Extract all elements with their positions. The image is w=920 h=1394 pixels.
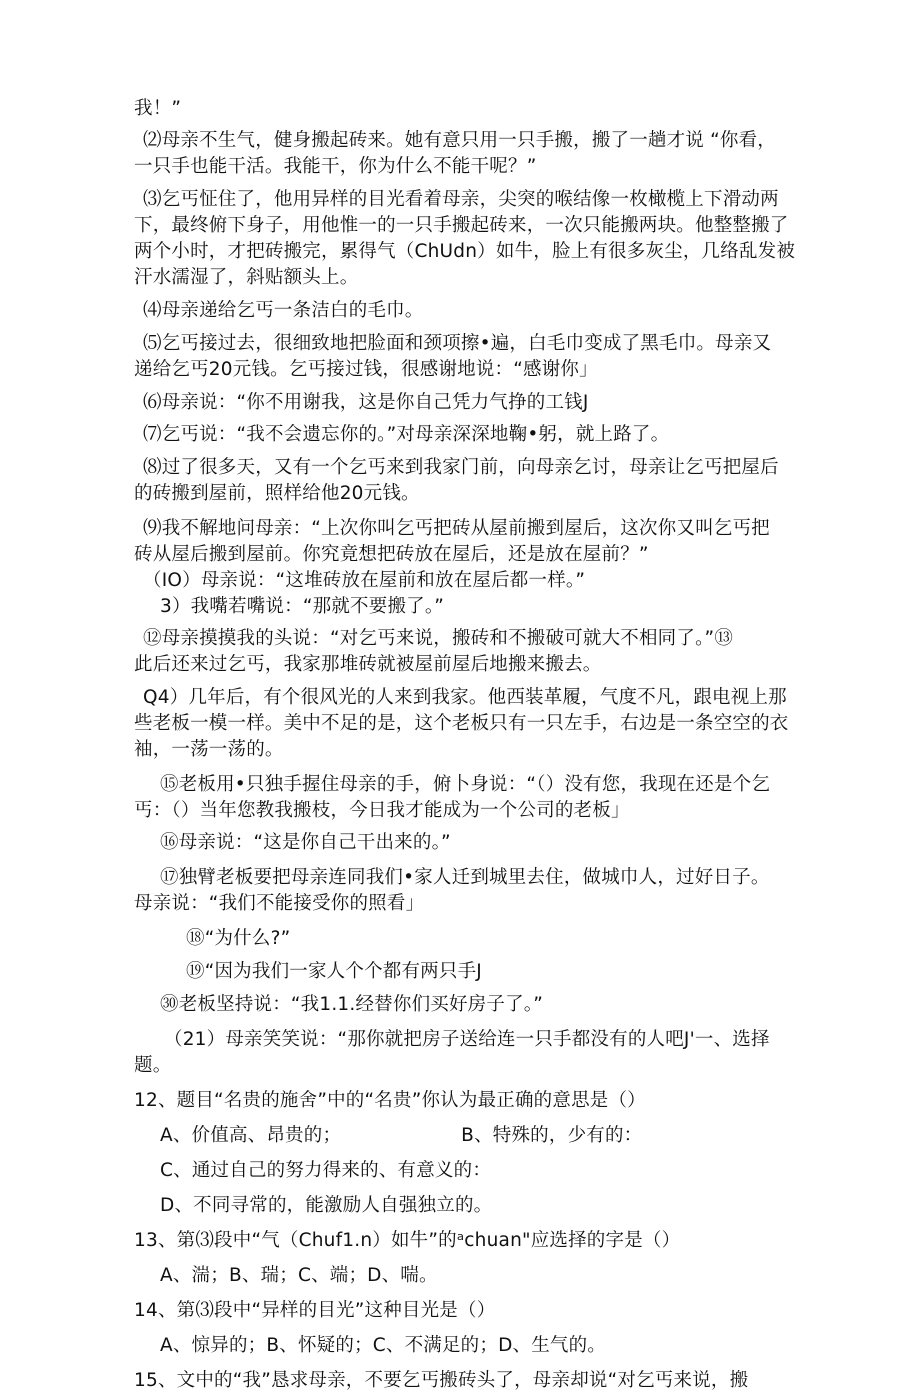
paragraph-11: 3）我嘴若嘴说：“那就不要搬了。”	[160, 596, 445, 617]
passage-line: 下，最终俯下身子，用他惟一的一只手搬起砖来，一次只能搬两块。他整整搬了	[134, 215, 789, 236]
question-14-stem: 14、第⑶段中“异样的目光”这种目光是（）	[134, 1300, 496, 1321]
question-14-options: A、惊异的；B、怀疑的；C、不满足的；D、生气的。	[160, 1335, 607, 1356]
paragraph-20: ㉚老板坚持说：“我1.1.经替你们买好房子了。”	[160, 994, 544, 1015]
paragraph-12: ⑫母亲摸摸我的头说：“对乞丐来说，搬砖和不搬破可就大不相同了。”⑬	[143, 628, 734, 649]
document-page	[0, 96, 920, 1394]
paragraph-6: ⑹母亲说：“你不用谢我，这是你自己凭力气挣的工钱J	[143, 392, 589, 413]
passage-line: 的砖搬到屋前，照样给他20元钱。	[134, 483, 420, 504]
paragraph-4: ⑷母亲递给乞丐一条洁白的毛巾。	[143, 300, 424, 321]
question-12-option-d: D、不同寻常的，能激励人自强独立的。	[160, 1195, 493, 1216]
question-12-option-c: C、通过自己的努力得来的、有意义的：	[160, 1160, 492, 1181]
paragraph-2: ⑵母亲不生气，健身搬起砖来。她有意只用一只手搬，搬了一趟才说 “你看，	[143, 130, 776, 151]
paragraph-15: ⑮老板用•只独手握住母亲的手，俯卜身说：“（）没有您，我现在还是个乞	[160, 774, 771, 795]
passage-line: 砖从屋后搬到屋前。你究竟想把砖放在屋后，还是放在屋前？”	[134, 544, 649, 565]
passage-line: 袖，一荡一荡的。	[134, 739, 284, 760]
passage-line: 递给乞丐20元钱。乞丐接过钱，很感谢地说：“感谢你｣	[134, 359, 589, 380]
passage-line: 题。	[134, 1055, 172, 1076]
paragraph-18: ⑱“为什么?”	[186, 928, 291, 949]
paragraph-9: ⑼我不解地问母亲：“上次你叫乞丐把砖从屋前搬到屋后，这次你又叫乞丐把	[143, 518, 770, 539]
passage-line: 丐：（）当年您教我搬枝，今日我才能成为一个公司的老板｣	[134, 800, 621, 821]
question-12-option-b: B、特殊的，少有的：	[461, 1125, 643, 1146]
paragraph-19: ⑲“因为我们一家人个个都有两只手J	[186, 961, 482, 982]
passage-line: 汗水濡湿了，斜贴额头上。	[134, 267, 359, 288]
passage-line: 此后还来过乞丐，我家那堆砖就被屋前屋后地搬来搬去。	[134, 654, 602, 675]
passage-line: 一只手也能干活。我能干，你为什么不能干呢？”	[134, 156, 537, 177]
question-15-stem: 15、文中的“我”恳求母亲，不要乞丐搬砖头了，母亲却说“对乞丐来说，搬	[134, 1370, 749, 1391]
question-12-stem: 12、题目“名贵的施舍”中的“名贵”你认为最正确的意思是（）	[134, 1090, 646, 1111]
paragraph-7: ⑺乞丐说：“我不会遗忘你的。”对母亲深深地鞠•躬，就上路了。	[143, 424, 670, 445]
paragraph-17: ⑰独臂老板要把母亲连同我们•家人迁到城里去住，做城巾人，过好日子。	[160, 867, 770, 888]
paragraph-5: ⑸乞丐接过去，很细致地把脸面和颈项擦•遍，白毛巾变成了黑毛巾。母亲又	[143, 333, 772, 354]
question-13-stem: 13、第⑶段中“气（Chuf1.n）如牛”的ᵃchuan"应选择的字是（）	[134, 1230, 681, 1251]
paragraph-10: （IO）母亲说：“这堆砖放在屋前和放在屋后都一样。”	[143, 570, 586, 591]
paragraph-8: ⑻过了很多天，又有一个乞丐来到我家门前，向母亲乞讨，母亲让乞丐把屋后	[143, 457, 779, 478]
passage-line: 两个小时，才把砖搬完，累得气（ChUdn）如牛，脸上有很多灰尘，几络乱发被	[134, 241, 796, 262]
paragraph-16: ⑯母亲说：“这是你自己干出来的。”	[160, 832, 451, 853]
question-12-options-row-1	[0, 1123, 920, 1149]
question-13-options: A、湍；B、瑞；C、端；D、喘。	[160, 1265, 438, 1286]
paragraph-21: （21）母亲笑笑说：“那你就把房子送给连一只手都没有的人吧J'一、选择	[164, 1029, 770, 1050]
passage-line: 些老板一模一样。美中不足的是，这个老板只有一只左手，右边是一条空空的衣	[134, 713, 789, 734]
question-12-option-a: A、价值高、昂贵的；	[160, 1125, 342, 1146]
paragraph-14: Q4）几年后，有个很风光的人来到我家。他西装革履，气度不凡，跟电视上那	[143, 687, 787, 708]
passage-line: 母亲说：“我们不能接受你的照看｣	[134, 893, 416, 914]
paragraph-3: ⑶乞丐怔住了，他用异样的目光看着母亲，尖突的喉结像一枚橄榄上下滑动两	[143, 189, 779, 210]
passage-line: 我！”	[134, 98, 182, 119]
